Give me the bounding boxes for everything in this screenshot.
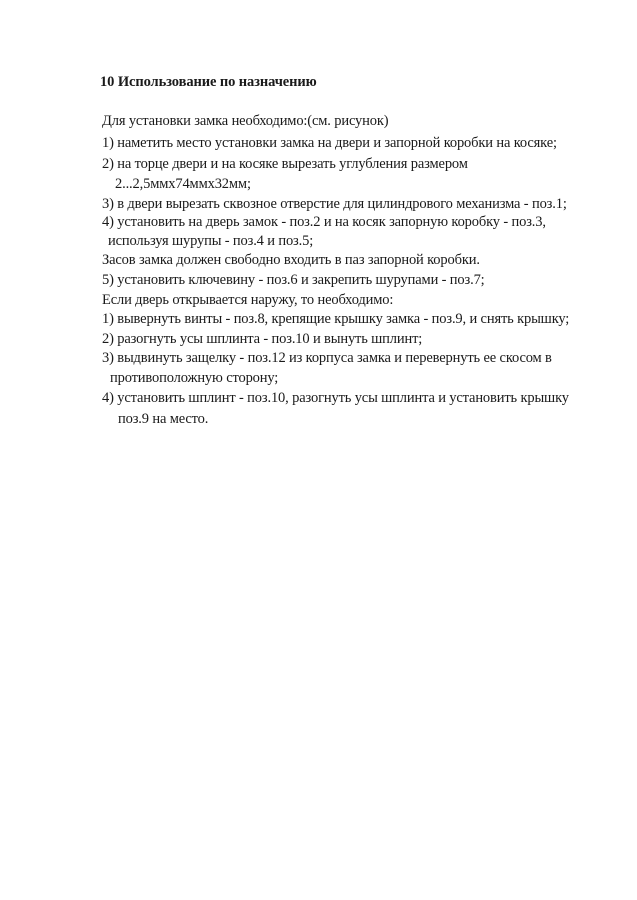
text-line-step-1: 1) наметить место установки замка на двери и запорной коробки на косяке; bbox=[102, 135, 557, 151]
text-line-note: Засов замка должен свободно входить в паз запорной коробки. bbox=[102, 252, 480, 268]
text-line-outward-1: 1) вывернуть винты - поз.8, крепящие крышку замка - поз.9, и снять крышку; bbox=[102, 311, 570, 327]
text-line-outward-2: 2) разогнуть усы шплинта - поз.10 и вынуть шплинт; bbox=[102, 331, 423, 347]
text-line-outward-intro: Если дверь открывается наружу, то необходимо: bbox=[102, 292, 394, 308]
text-line-outward-4-cont: поз.9 на место. bbox=[118, 411, 209, 427]
text-line-step-4: 4) установить на дверь замок - поз.2 и на косяк запорную коробку - поз.3, bbox=[102, 214, 546, 230]
text-line-intro: Для установки замка необходимо:(см. рисунок) bbox=[102, 113, 389, 129]
text-line-outward-4: 4) установить шплинт - поз.10, разогнуть усы шплинта и установить крышку bbox=[102, 390, 569, 406]
text-line-outward-3-cont: противоположную сторону; bbox=[110, 370, 279, 386]
text-line-step-2-cont: 2...2,5ммх74ммх32мм; bbox=[115, 176, 251, 192]
text-line-step-2: 2) на торце двери и на косяке вырезать углубления размером bbox=[102, 156, 468, 172]
text-line-step-4-cont: используя шурупы - поз.4 и поз.5; bbox=[108, 233, 314, 249]
text-line-outward-3: 3) выдвинуть защелку - поз.12 из корпуса замка и перевернуть ее скосом в bbox=[102, 350, 552, 366]
section-heading: 10 Использование по назначению bbox=[100, 74, 317, 90]
text-line-step-5: 5) установить ключевину - поз.6 и закрепить шурупами - поз.7; bbox=[102, 272, 485, 288]
text-line-step-3: 3) в двери вырезать сквозное отверстие для цилиндрового механизма - поз.1; bbox=[102, 196, 567, 212]
